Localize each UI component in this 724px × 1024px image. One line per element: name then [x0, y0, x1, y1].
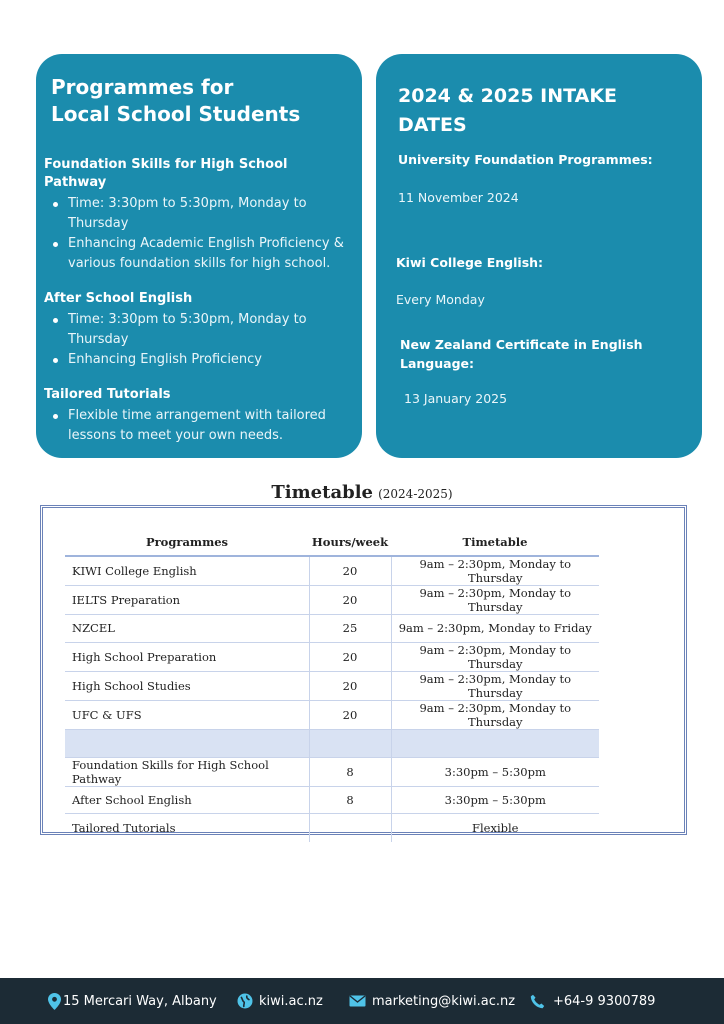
table-cell — [309, 729, 391, 757]
table-cell: Tailored Tutorials — [65, 814, 309, 842]
footer-website-text[interactable]: kiwi.ac.nz — [259, 993, 323, 1009]
location-pin-icon — [48, 993, 61, 1010]
intake-date-nzcel: 13 January 2025 — [404, 391, 508, 406]
timetable-heading — [0, 482, 724, 503]
table-cell: Flexible — [472, 820, 519, 835]
table-cell: After School English — [65, 786, 309, 814]
table-cell: 20 — [309, 642, 391, 671]
section-title-foundation: Foundation Skills for High School Pathway — [44, 157, 288, 190]
column-header-programmes: Programmes — [65, 528, 309, 556]
timetable-title: Timetable — [271, 482, 373, 503]
table-spacer-row — [65, 729, 599, 757]
globe-icon — [237, 993, 253, 1009]
table-cell: High School Studies — [65, 671, 309, 700]
table-cell: 9am – 2:30pm, Monday to Thursday — [391, 700, 599, 729]
table-cell: 9am – 2:30pm, Monday to Thursday — [391, 586, 599, 615]
list-item: Time: 3:30pm to 5:30pm, Monday to Thursday — [44, 310, 350, 350]
table-cell: 9am – 2:30pm, Monday to Thursday — [391, 556, 599, 586]
intake-dates-card — [376, 54, 702, 458]
table-row — [65, 671, 599, 700]
column-header-timetable: Timetable — [391, 528, 599, 556]
table-cell: 20 — [309, 671, 391, 700]
table-cell: UFC & UFS — [65, 700, 309, 729]
footer-email[interactable] — [349, 978, 515, 1024]
list-item: Flexible time arrangement with tailored lessons to meet your own needs. — [44, 406, 350, 446]
table-cell: Foundation Skills for High School Pathway — [65, 757, 309, 786]
table-cell: 3:30pm – 5:30pm — [391, 757, 599, 786]
table-cell: IELTS Preparation — [65, 586, 309, 615]
footer-address-text: 15 Mercari Way, Albany — [63, 993, 217, 1009]
intake-label-ufp: University Foundation Programmes: — [398, 152, 653, 167]
table-cell: 20 — [309, 556, 391, 586]
footer-phone-text[interactable]: +64-9 9300789 — [553, 993, 656, 1009]
section-list-tutorials — [44, 406, 350, 446]
table-header-row — [65, 528, 599, 556]
table-cell: 3:30pm – 5:30pm — [391, 786, 599, 814]
timetable-subtitle: (2024-2025) — [378, 487, 453, 501]
table-cell: 20 — [309, 586, 391, 615]
intake-date-ufp: 11 November 2024 — [398, 190, 519, 205]
table-cell: 25 — [309, 615, 391, 643]
list-item: Enhancing English Proficiency — [44, 350, 350, 370]
timetable-table — [65, 528, 599, 842]
table-row — [65, 642, 599, 671]
table-cell: 20 — [309, 700, 391, 729]
table-cell: KIWI College English — [65, 556, 309, 586]
table-cell: 8 — [309, 786, 391, 814]
footer-bar — [0, 978, 724, 1024]
intake-label-kce: Kiwi College English: — [396, 255, 544, 270]
table-cell — [391, 729, 599, 757]
table-row — [65, 757, 599, 786]
envelope-icon — [349, 995, 366, 1007]
table-cell — [309, 814, 391, 842]
section-title-tutorials: Tailored Tutorials — [44, 387, 171, 402]
table-row — [65, 556, 599, 586]
list-item: Time: 3:30pm to 5:30pm, Monday to Thursday — [44, 194, 350, 234]
intake-date-kce: Every Monday — [396, 292, 485, 307]
table-cell: 9am – 2:30pm, Monday to Friday — [391, 615, 599, 643]
list-item: Enhancing Academic English Proficiency & various foundation skills for high school. — [44, 234, 350, 274]
footer-phone[interactable] — [530, 978, 655, 1024]
table-cell: 9am – 2:30pm, Monday to Thursday — [391, 642, 599, 671]
section-list-foundation — [44, 194, 350, 274]
table-cell — [65, 729, 309, 757]
title-line-1: Programmes for — [51, 75, 234, 99]
table-row — [65, 615, 599, 643]
footer-email-text[interactable]: marketing@kiwi.ac.nz — [372, 993, 516, 1009]
table-cell: High School Preparation — [65, 642, 309, 671]
column-header-hours: Hours/week — [309, 528, 391, 556]
table-row — [65, 700, 599, 729]
timetable-frame — [40, 505, 687, 835]
section-list-after-school — [44, 310, 350, 370]
footer-website[interactable] — [237, 978, 323, 1024]
intake-card-title: 2024 & 2025 INTAKE DATES — [398, 85, 618, 136]
table-cell: NZCEL — [65, 615, 309, 643]
title-line-2: Local School Students — [51, 102, 301, 126]
table-cell: 8 — [309, 757, 391, 786]
table-row — [65, 786, 599, 814]
table-row — [65, 586, 599, 615]
programmes-card — [36, 54, 362, 458]
footer-address — [48, 978, 217, 1024]
section-title-after-school: After School English — [44, 291, 193, 306]
programmes-card-title — [51, 74, 350, 128]
intake-label-nzcel: New Zealand Certificate in English Language: — [400, 337, 643, 371]
phone-icon — [530, 994, 545, 1009]
table-cell: 9am – 2:30pm, Monday to Thursday — [391, 671, 599, 700]
table-row — [65, 814, 599, 842]
